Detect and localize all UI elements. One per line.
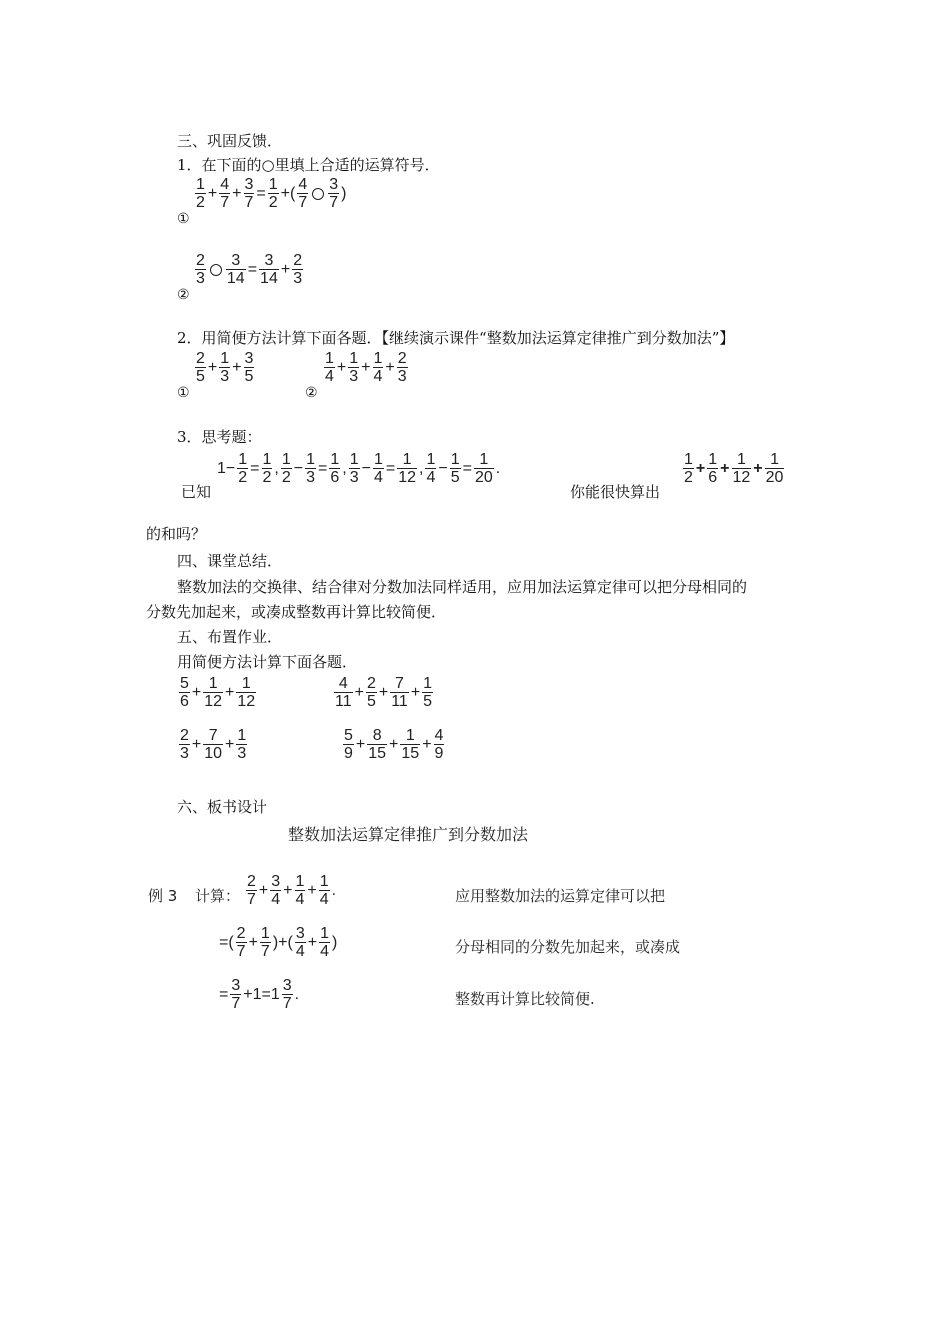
blank-circle[interactable] — [312, 188, 324, 200]
question3-text: 3．思考题： — [177, 428, 262, 446]
board-note-3: 整数再计算比较简便. — [455, 990, 595, 1008]
question2-text: 2．用简便方法计算下面各题．【继续演示课件“整数加法运算定律推广到分数加法”】 — [177, 329, 735, 347]
example-label: 例 3 — [148, 887, 178, 905]
q3-target-expression: $\frac{1}{2}$ + $\frac{1}{6}$ + $\frac{1}{12}$ + $\frac{1}{20}$ — [684, 451, 784, 486]
section5-heading: 五、布置作业． — [177, 628, 283, 646]
board-line-2: =( $\frac{2}{7}$ + $\frac{1}{7}$ )+( $\frac{3}{4}$ + $\frac{1}{4}$ ) — [219, 925, 338, 960]
question1-text: 1．在下面的○里填上合适的运算符号． — [177, 156, 440, 174]
homework-expression-3: $\frac{2}{3}$ + $\frac{7}{10}$ + $\frac{1}{3}$ — [180, 727, 247, 762]
q1-mark-2: ② — [177, 287, 190, 303]
q1-expression-1: $\frac{1}{2}$ + $\frac{4}{7}$ + $\frac{3}{7}$ = $\frac{1}{2}$ +( $\frac{4}{7}$ $\frac{3}{7}$ ) — [196, 176, 347, 211]
q1-expression-2: $\frac{2}{3}$ $\frac{3}{14}$ = $\frac{3}{14}$ + $\frac{2}{3}$ — [196, 252, 303, 287]
summary-line-2: 分数先加起来，或凑成整数再计算比较简便． — [146, 603, 447, 621]
q3-question-label: 你能很快算出 — [570, 483, 661, 501]
q2-mark-2: ② — [305, 385, 318, 401]
summary-line-1: 整数加法的交换律、结合律对分数加法同样适用，应用加法运算定律可以把分母相同的 — [177, 578, 748, 596]
section4-heading: 四、课堂总结． — [177, 552, 283, 570]
section6-heading: 六、板书设计 — [177, 798, 268, 816]
board-note-1: 应用整数加法的运算定律可以把 — [455, 887, 666, 905]
board-line-3: = $\frac{3}{7}$ +1=1 $\frac{3}{7}$ . — [219, 977, 300, 1012]
q3-tail-text: 的和吗？ — [146, 525, 207, 543]
homework-expression-2: $\frac{4}{11}$ + $\frac{2}{5}$ + $\frac{7}{11}$ + $\frac{1}{5}$ — [335, 675, 433, 710]
homework-instruction: 用简便方法计算下面各题． — [177, 653, 358, 671]
board-title: 整数加法运算定律推广到分数加法 — [288, 825, 529, 844]
board-line-1: $\frac{2}{7}$ + $\frac{3}{4}$ + $\frac{1}{4}$ + $\frac{1}{4}$ . — [247, 873, 337, 908]
board-note-2: 分母相同的分数先加起来，或凑成 — [455, 938, 681, 956]
q2-expression-2: $\frac{1}{4}$ + $\frac{1}{3}$ + $\frac{1}{4}$ + $\frac{2}{3}$ — [325, 350, 407, 385]
q3-known-label: 已知 — [181, 483, 212, 501]
homework-expression-4: $\frac{5}{9}$ + $\frac{8}{15}$ + $\frac{1}{15}$ + $\frac{4}{9}$ — [344, 727, 444, 762]
section3-heading: 三、巩固反馈． — [177, 132, 283, 150]
homework-expression-1: $\frac{5}{6}$ + $\frac{1}{12}$ + $\frac{1}{12}$ — [180, 675, 256, 710]
q2-mark-1: ① — [177, 385, 190, 401]
q2-expression-1: $\frac{2}{5}$ + $\frac{1}{3}$ + $\frac{3}{5}$ — [196, 350, 254, 385]
blank-circle[interactable] — [210, 264, 222, 276]
calc-label: 计算： — [195, 887, 241, 905]
q3-known-expression: 1− $\frac{1}{2}$ = $\frac{1}{2}$ , $\frac{1}{2}$ − $\frac{1}{3}$ = $\frac{1}{6}$ , $\frac{1}{3}$ − $\frac{1}{4}$ = $\frac{1}{12}$ , $\frac{1}{4}$ − $\frac{1}{5}$ = $\frac{1}{20}$ . — [217, 451, 501, 486]
q1-mark-1: ① — [177, 211, 190, 227]
